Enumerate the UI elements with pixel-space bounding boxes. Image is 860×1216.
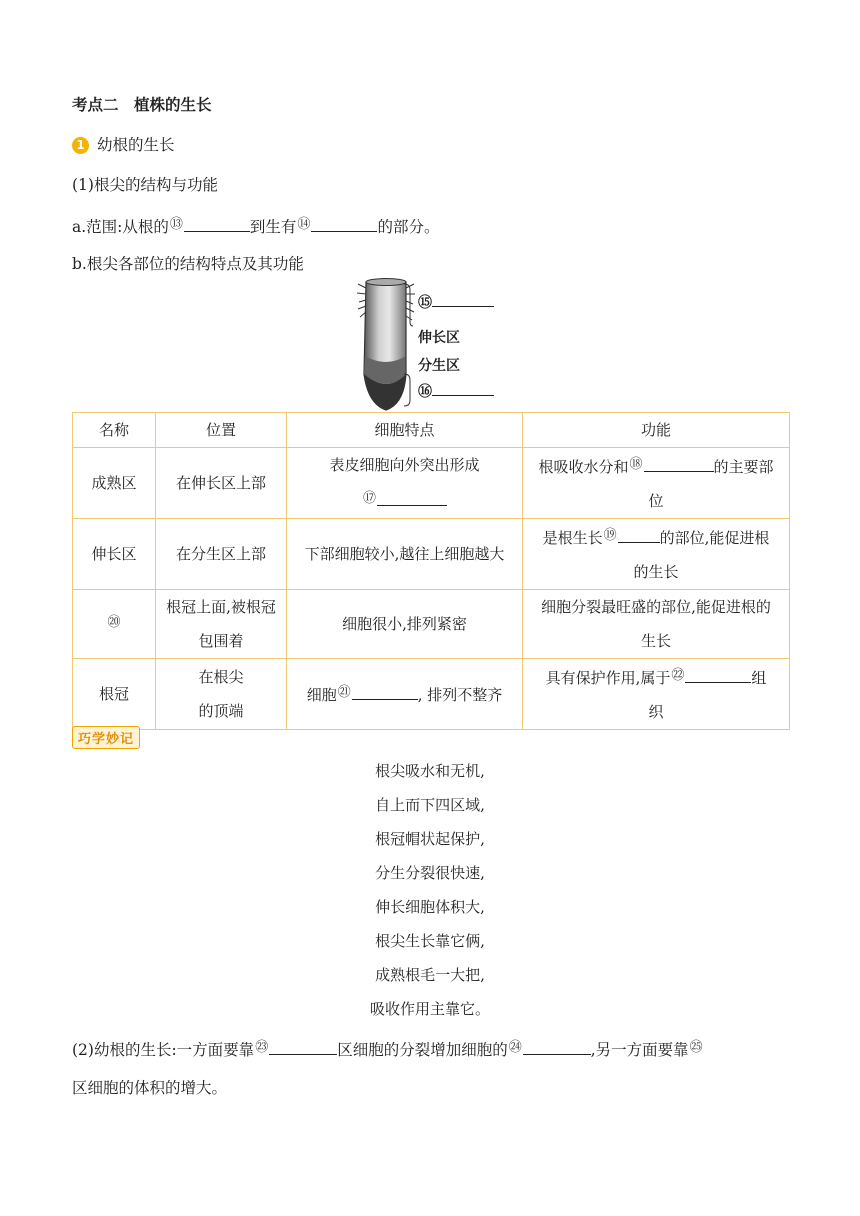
cell-position: 在伸长区上部 (156, 448, 287, 519)
subsection-title (72, 133, 175, 155)
poem-line: 伸长细胞体积大, (375, 898, 485, 916)
cell-function (523, 448, 790, 519)
table-row (73, 659, 790, 730)
text: 在根尖 (198, 668, 244, 686)
poem-line: 成熟根毛一大把, (375, 966, 485, 984)
poem-line: 分生分裂很快速, (375, 864, 485, 882)
paragraph-b: b.根尖各部位的结构特点及其功能 (72, 255, 304, 273)
text: 表皮细胞向外突出形成 (329, 456, 480, 474)
mnemonic-poem (230, 754, 630, 1026)
paragraph-a (72, 213, 439, 237)
poem-line: 根冠帽状起保护, (375, 830, 485, 848)
header-cell-features: 细胞特点 (287, 413, 523, 448)
text: 是根生长 (542, 529, 603, 547)
paragraph-2-cont: 区细胞的体积的增大。 (72, 1079, 228, 1097)
text: 区细胞的分裂增加细胞的 (337, 1041, 508, 1059)
cell-function (523, 590, 790, 659)
fill-blank (432, 383, 494, 396)
fill-blank (352, 685, 418, 700)
label-number: ⑮ (418, 295, 432, 311)
text: 的生长 (633, 563, 679, 581)
text: 细胞 (306, 686, 337, 704)
cell-features: 下部细胞较小,越往上细胞越大 (287, 519, 523, 590)
text: (2)幼根的生长:一方面要靠 (72, 1041, 255, 1059)
pa-mid: 到生有 (249, 218, 297, 236)
cell-name: 根冠 (73, 659, 156, 730)
fill-blank (644, 457, 714, 472)
fill-blank (377, 491, 447, 506)
blank-number: ㉓ (255, 1040, 269, 1055)
text: 的顶端 (198, 702, 244, 720)
text: 的部位,能促进根 (659, 529, 770, 547)
header-name: 名称 (73, 413, 156, 448)
fill-blank (685, 668, 751, 683)
table-header-row (73, 413, 790, 448)
fill-blank (618, 528, 660, 543)
text: 具有保护作用,属于 (545, 669, 671, 687)
fill-blank (432, 294, 494, 307)
poem-line: 根尖生长靠它俩, (375, 932, 485, 950)
blank-number: ㉒ (671, 668, 685, 683)
poem-line: 吸收作用主靠它。 (369, 1000, 490, 1018)
cell-features (287, 659, 523, 730)
cell-name: 成熟区 (73, 448, 156, 519)
blank-number: ⑲ (603, 528, 617, 543)
blank-number: ㉕ (689, 1040, 703, 1055)
diagram-label-meristem: 分生区 (418, 358, 460, 374)
poem-line: 根尖吸水和无机, (375, 762, 485, 780)
cell-function (523, 659, 790, 730)
blank-number: ⑭ (297, 217, 311, 232)
header-position: 位置 (156, 413, 287, 448)
zone-brackets (398, 282, 418, 410)
header-function: 功能 (523, 413, 790, 448)
text: 组 (751, 669, 767, 687)
section-heading: 考点二 植株的生长 (72, 96, 212, 114)
fill-blank (523, 1040, 591, 1055)
diagram-label-15 (418, 292, 494, 312)
table-row (73, 590, 790, 659)
pa-prefix: a.范围:从根的 (72, 218, 169, 236)
pa-suffix: 的部分。 (377, 218, 440, 236)
fill-blank (184, 217, 250, 232)
table-row (73, 448, 790, 519)
poem-line: 自上而下四区域, (375, 796, 485, 814)
text: 根冠上面,被根冠 (166, 598, 276, 616)
text: 包围着 (198, 632, 244, 650)
blank-number: ㉔ (508, 1040, 522, 1055)
cell-features: 细胞很小,排列紧密 (287, 590, 523, 659)
paragraph-2 (72, 1036, 704, 1060)
text: 织 (648, 703, 664, 721)
blank-number: ㉑ (337, 685, 351, 700)
paragraph-1: (1)根尖的结构与功能 (72, 176, 218, 194)
text: 位 (648, 492, 664, 510)
text: 的主要部 (713, 458, 774, 476)
cell-position (156, 659, 287, 730)
cell-position: 在分生区上部 (156, 519, 287, 590)
subsection-title-text: 幼根的生长 (97, 136, 175, 154)
blank-number: ⑳ (107, 615, 121, 630)
fill-blank (269, 1040, 337, 1055)
table-row (73, 519, 790, 590)
cell-position (156, 590, 287, 659)
cell-function (523, 519, 790, 590)
text: 细胞分裂最旺盛的部位,能促进根的 (541, 598, 771, 616)
root-tip-table (72, 412, 790, 730)
cell-features (287, 448, 523, 519)
cell-name: 伸长区 (73, 519, 156, 590)
fill-blank (311, 217, 377, 232)
blank-number: ⑬ (169, 217, 183, 232)
diagram-label-elongation: 伸长区 (418, 330, 460, 346)
memory-tip-badge: 巧学妙记 (72, 726, 140, 749)
text: 根吸收水分和 (538, 458, 629, 476)
number-badge: 1 (72, 137, 89, 154)
text: 生长 (640, 632, 671, 650)
cell-name (73, 590, 156, 659)
label-number: ⑯ (418, 384, 432, 400)
text: , 排列不整齐 (417, 686, 503, 704)
blank-number: ⑱ (629, 457, 643, 472)
text: ,另一方面要靠 (590, 1041, 689, 1059)
diagram-label-16 (418, 381, 494, 401)
blank-number: ⑰ (362, 491, 376, 506)
